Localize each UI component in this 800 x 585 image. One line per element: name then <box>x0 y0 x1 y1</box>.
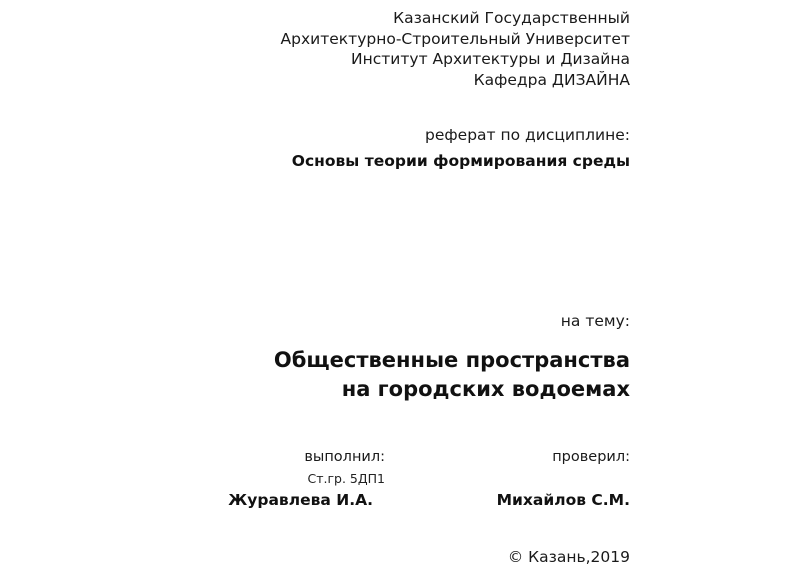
topic-title-line-1: Общественные пространства <box>273 348 630 372</box>
discipline-name: Основы теории формирования среды <box>291 152 630 170</box>
department-name: Кафедра ДИЗАЙНА <box>473 70 630 89</box>
author-label: выполнил: <box>304 449 385 465</box>
discipline-label: реферат по дисциплине: <box>425 126 630 144</box>
institution-block <box>281 8 630 90</box>
topic-title-line-2: на городских водоемах <box>341 377 630 401</box>
university-line-2: Архитектурно-Строительный Университет <box>280 29 630 48</box>
topic-title <box>274 346 630 404</box>
reviewer-label: проверил: <box>552 449 630 465</box>
copyright-footer: © Казань,2019 <box>507 548 630 566</box>
topic-label: на тему: <box>560 312 630 330</box>
reviewer-name: Михайлов С.М. <box>496 491 630 509</box>
institute-name: Институт Архитектуры и Дизайна <box>351 50 630 68</box>
author-group: Ст.гр. 5ДП1 <box>307 471 385 486</box>
author-name: Журавлева И.А. <box>228 491 373 509</box>
university-line-1: Казанский Государственный <box>393 9 630 27</box>
